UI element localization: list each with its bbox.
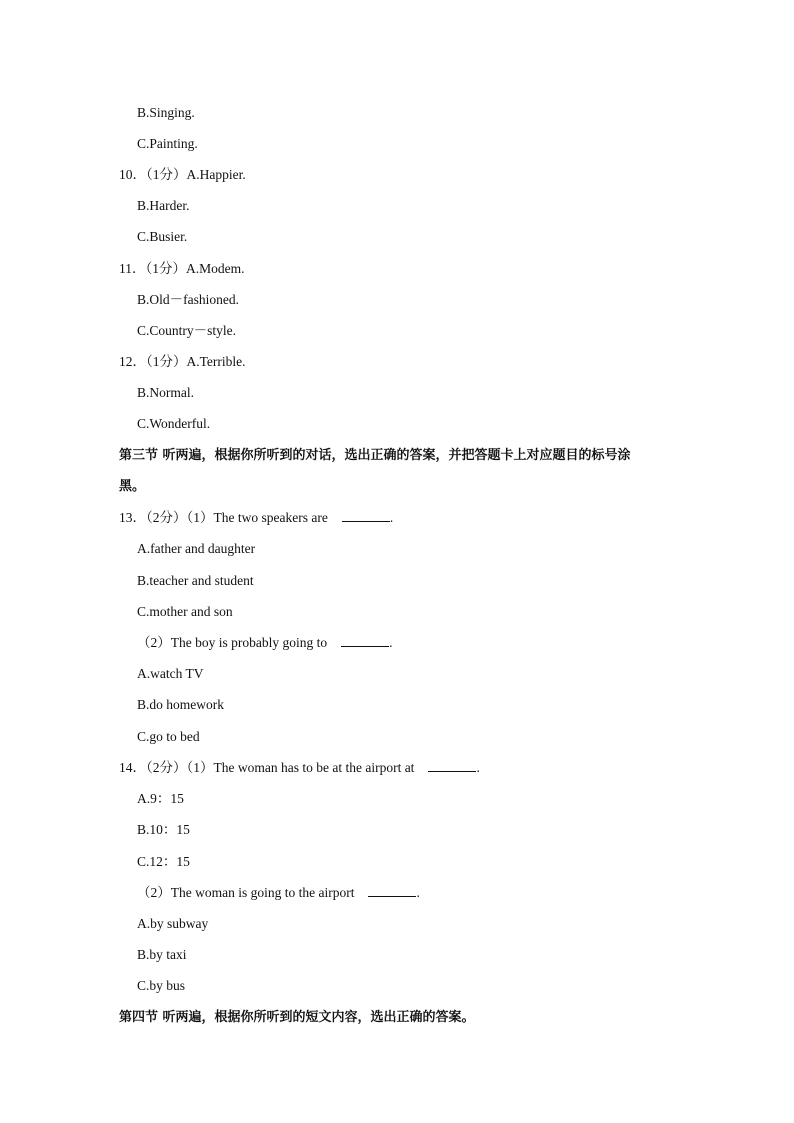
- section-heading-line1: 第三节 听两遍，根据你所听到的对话，选出正确的答案，并把答题卡上对应题目的标号涂: [119, 448, 631, 463]
- option-c: C.Painting.: [137, 136, 198, 151]
- period: .: [389, 510, 394, 525]
- stem-text: 13．（2分）（1）The two speakers are: [119, 510, 328, 525]
- period: .: [476, 760, 480, 775]
- period: .: [416, 885, 420, 900]
- option-c: C.Wonderful.: [137, 416, 211, 431]
- option-c: C.12：15: [137, 854, 190, 869]
- option-b: B.by taxi: [137, 947, 187, 962]
- stem-text: （2）The boy is probably going to: [137, 635, 328, 650]
- option-b: B.Harder.: [137, 198, 190, 213]
- stem-text: 14．（2分）（1）The woman has to be at the airport at: [119, 760, 415, 775]
- option-c: C.Country－style.: [137, 323, 237, 338]
- option-b: B.do homework: [137, 697, 224, 712]
- sub-question-2: [137, 634, 392, 652]
- option-a: A.watch TV: [137, 666, 204, 681]
- question-stem: 10．（1分）A.Happier.: [119, 167, 246, 182]
- answer-blank: [428, 759, 476, 772]
- question-stem: 11．（1分）A.Modem.: [119, 261, 245, 276]
- question-stem: 12．（1分）A.Terrible.: [119, 354, 246, 369]
- option-a: A.by subway: [137, 916, 209, 931]
- option-b: B.Old－fashioned.: [137, 292, 239, 307]
- option-c: C.mother and son: [137, 604, 233, 619]
- section-heading-line1: 第四节 听两遍，根据你所听到的短文内容，选出正确的答案。: [119, 1010, 475, 1025]
- period: .: [389, 635, 393, 650]
- question-stem: [119, 759, 480, 777]
- option-b: B.Normal.: [137, 385, 194, 400]
- answer-blank: [342, 509, 390, 522]
- option-c: C.by bus: [137, 978, 186, 993]
- answer-blank: [341, 634, 389, 647]
- option-a: A.father and daughter: [137, 541, 256, 556]
- answer-blank: [368, 884, 416, 897]
- option-b: B.teacher and student: [137, 573, 254, 588]
- section-heading-line2: 黑。: [119, 479, 146, 494]
- option-b: B.Singing.: [137, 105, 195, 120]
- option-a: A.9：15: [137, 791, 184, 806]
- sub-question-2: [137, 884, 420, 902]
- stem-text: （2）The woman is going to the airport: [137, 885, 355, 900]
- option-c: C.go to bed: [137, 729, 200, 744]
- option-b: B.10：15: [137, 822, 190, 837]
- option-c: C.Busier.: [137, 229, 188, 244]
- question-stem: [119, 509, 393, 527]
